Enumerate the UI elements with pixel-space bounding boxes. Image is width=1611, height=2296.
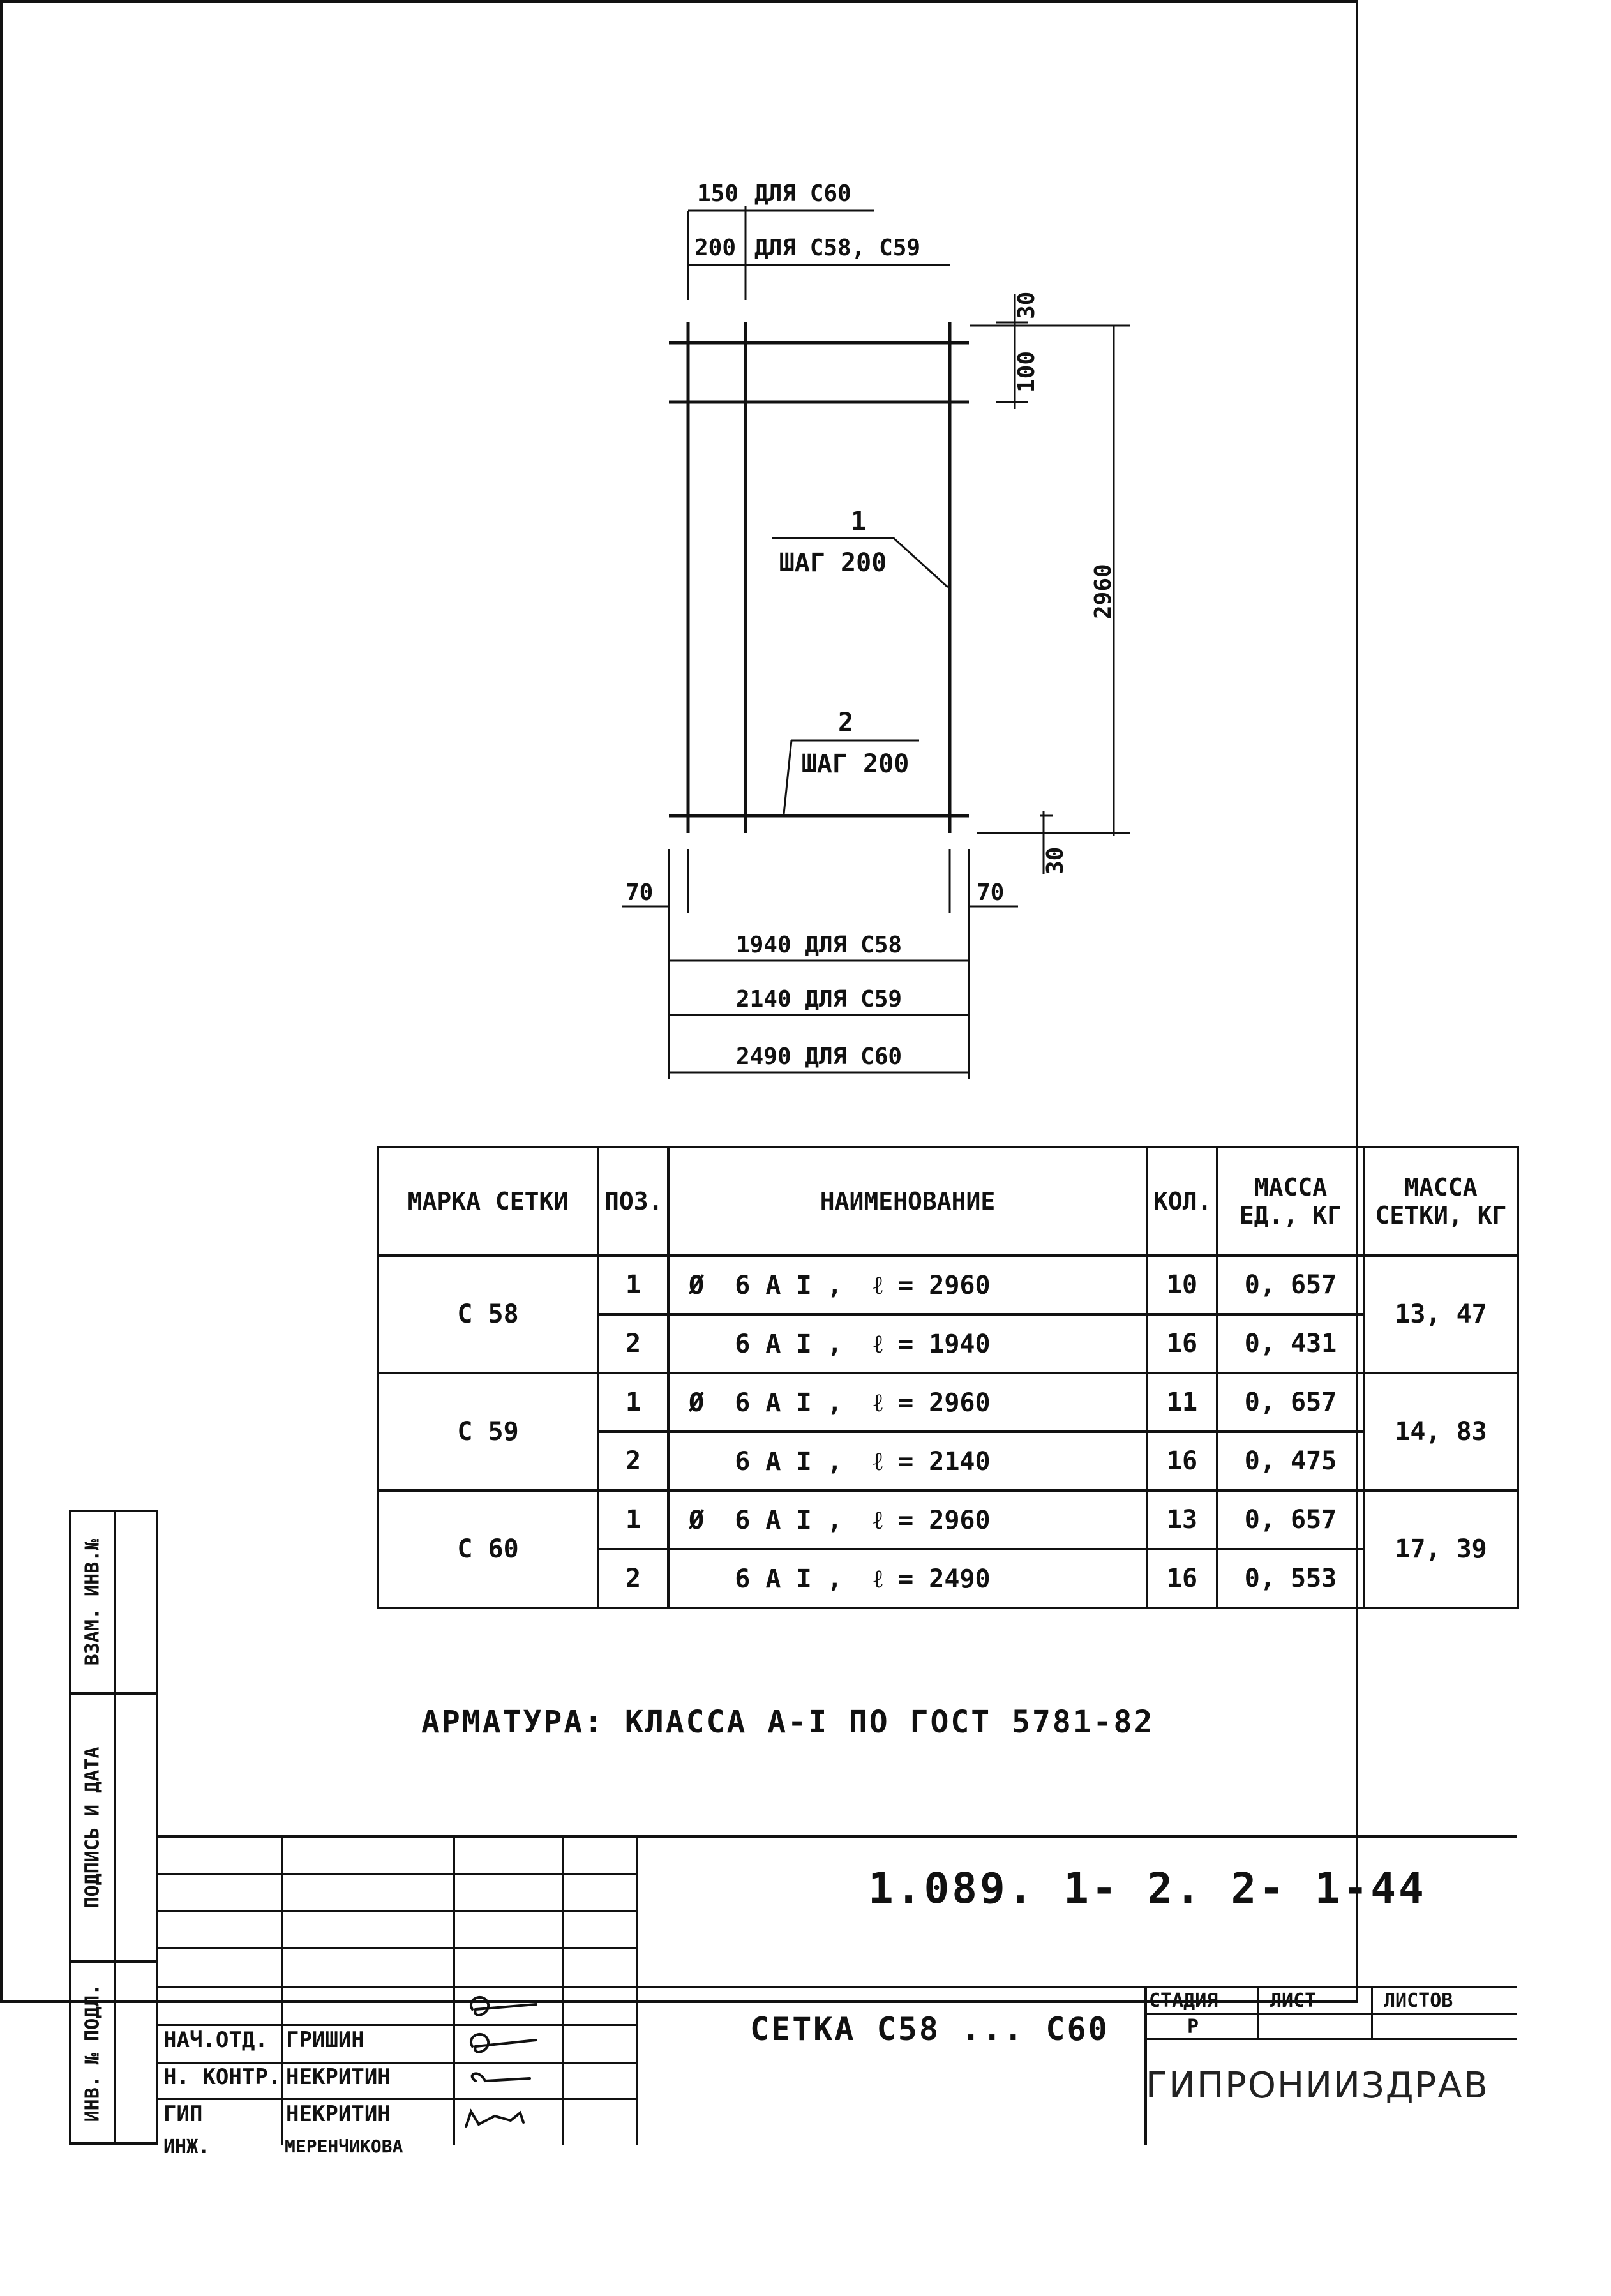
unit-mass-cell: 0, 553 [1217, 1549, 1364, 1608]
person-name: ГРИШИН [286, 2027, 364, 2053]
callout-1-text: ШАГ 200 [779, 548, 887, 578]
name-cell: 6 A I , ℓ = 1940 [668, 1314, 1147, 1373]
side-label-podpis: ПОДПИСЬ И ДАТА [81, 1746, 104, 1909]
qty-cell: 16 [1147, 1432, 1217, 1490]
header-qty: КОЛ. [1147, 1147, 1217, 1256]
qty-cell: 11 [1147, 1373, 1217, 1432]
mark-cell: С 59 [378, 1373, 598, 1490]
signature-nekritin-1 [471, 2034, 536, 2052]
reinforcement-note: АРМАТУРА: КЛАССА А-I ПО ГОСТ 5781-82 [421, 1704, 1155, 1740]
callout-1-pos: 1 [850, 507, 867, 536]
person-name: НЕКРИТИН [286, 2101, 391, 2127]
unit-mass-cell: 0, 657 [1217, 1373, 1364, 1432]
dim-150-value: 150 [697, 181, 739, 207]
unit-mass-cell: 0, 475 [1217, 1432, 1364, 1490]
pos-cell: 2 [598, 1549, 668, 1608]
dim-150-label: ДЛЯ С60 [754, 181, 851, 207]
dim-100: 100 [1014, 350, 1040, 393]
dim-30-top: 30 [1014, 291, 1040, 319]
name-cell: 6 A I , ℓ = 2140 [668, 1432, 1147, 1490]
name-cell: 6 A I , ℓ = 2490 [668, 1549, 1147, 1608]
width-dim-c60: 2490 ДЛЯ С60 [735, 1044, 903, 1070]
qty-cell: 16 [1147, 1549, 1217, 1608]
width-dim-c59: 2140 ДЛЯ С59 [735, 986, 903, 1012]
name-cell: Ø 6 A I , ℓ = 2960 [668, 1373, 1147, 1432]
pos-cell: 2 [598, 1432, 668, 1490]
stage-label: СТАДИЯ [1149, 1990, 1218, 2012]
width-dim-c58: 1940 ДЛЯ С58 [735, 932, 903, 958]
signature-nekritin-2 [472, 2073, 530, 2081]
unit-mass-cell: 0, 431 [1217, 1314, 1364, 1373]
dim-30-bottom: 30 [1042, 846, 1068, 874]
dim-70-right: 70 [977, 880, 1005, 906]
side-label-inv: ИНВ. № ПОДЛ. [81, 1983, 104, 2122]
mesh-mass-cell: 17, 39 [1364, 1490, 1518, 1608]
dim-200-label: ДЛЯ С58, С59 [754, 235, 921, 261]
sheet-label: ЛИСТ [1270, 1990, 1317, 2012]
stage-value: Р [1187, 2016, 1199, 2038]
person-name: МЕРЕНЧИКОВА [285, 2136, 403, 2157]
role-cell: Н. КОНТР. [163, 2064, 281, 2090]
sheet-title: СЕТКА С58 ... С60 [750, 2011, 1109, 2048]
qty-cell: 13 [1147, 1490, 1217, 1549]
side-cell-podpis [69, 1692, 158, 1963]
unit-mass-cell: 0, 657 [1217, 1490, 1364, 1549]
side-stamp [69, 1510, 158, 2145]
signature-grishin [471, 1997, 536, 2015]
organization-name: ГИПРОНИИЗДРАВ [1146, 2065, 1490, 2106]
header-name: НАИМЕНОВАНИЕ [668, 1147, 1147, 1256]
dim-200-value: 200 [694, 235, 737, 261]
name-cell: Ø 6 A I , ℓ = 2960 [668, 1490, 1147, 1549]
dim-70-left: 70 [626, 880, 654, 906]
qty-cell: 10 [1147, 1256, 1217, 1314]
signatures [460, 1985, 568, 2145]
role-cell: ИНЖ. [163, 2136, 210, 2158]
callout-2-pos: 2 [837, 708, 854, 737]
side-cell-inv [69, 1960, 158, 2145]
mark-cell: С 58 [378, 1256, 598, 1373]
side-cell-vzam [69, 1510, 158, 1695]
table-row [378, 1373, 1518, 1432]
pos-cell: 2 [598, 1314, 668, 1373]
side-label-vzam: ВЗАМ. ИНВ.№ [81, 1538, 104, 1666]
mesh-mass-cell: 13, 47 [1364, 1256, 1518, 1373]
specification-table [377, 1146, 1517, 1605]
role-cell: НАЧ.ОТД. [163, 2027, 268, 2053]
role-cell: ГИП [163, 2101, 203, 2127]
pos-cell: 1 [598, 1373, 668, 1432]
name-cell: Ø 6 A I , ℓ = 2960 [668, 1256, 1147, 1314]
header-mesh-mass: МАССА СЕТКИ, КГ [1364, 1147, 1518, 1256]
header-unit-mass: МАССА ЕД., КГ [1217, 1147, 1364, 1256]
table-row [378, 1490, 1518, 1549]
header-pos: ПОЗ. [598, 1147, 668, 1256]
header-mark: МАРКА СЕТКИ [378, 1147, 598, 1256]
dim-2960: 2960 [1090, 564, 1116, 619]
unit-mass-cell: 0, 657 [1217, 1256, 1364, 1314]
table-row [378, 1256, 1518, 1314]
sheets-label: ЛИСТОВ [1384, 1990, 1453, 2012]
callout-2-text: ШАГ 200 [801, 749, 910, 779]
person-name: НЕКРИТИН [286, 2064, 391, 2090]
mesh-drawing [0, 0, 1611, 1136]
pos-cell: 1 [598, 1490, 668, 1549]
document-number: 1.089. 1- 2. 2- 1-44 [868, 1864, 1427, 1913]
mark-cell: С 60 [378, 1490, 598, 1608]
signature-merenchikova [466, 2112, 523, 2127]
mesh-mass-cell: 14, 83 [1364, 1373, 1518, 1490]
pos-cell: 1 [598, 1256, 668, 1314]
qty-cell: 16 [1147, 1314, 1217, 1373]
